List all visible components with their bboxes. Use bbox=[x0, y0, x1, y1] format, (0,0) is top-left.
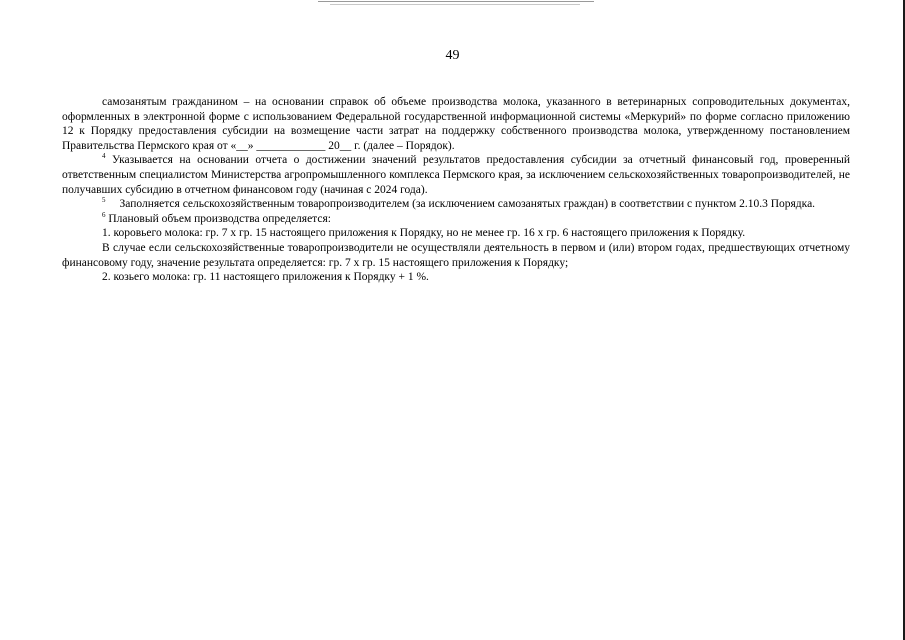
footnote-5 bbox=[62, 197, 850, 212]
paragraph-text: 2. козьего молока: гр. 11 настоящего приложения к Порядку + 1 %. bbox=[102, 271, 429, 284]
footnote-marker: 6 bbox=[102, 210, 106, 219]
paragraph-text: Заполняется сельскохозяйственным товаропроизводителем (за исключением самозанятых граждан) в соответствии с пунктом 2.10.3 Порядка. bbox=[119, 198, 816, 211]
paragraph-text: Плановый объем производства определяется: bbox=[108, 212, 331, 225]
footnote-6 bbox=[62, 212, 850, 227]
paragraph-text: 1. коровьего молока: гр. 7 х гр. 15 настоящего приложения к Порядку, но не менее гр. 16 х гр. 6 настоящего приложения к Порядку. bbox=[102, 227, 746, 240]
footnote-marker: 5 bbox=[102, 196, 106, 205]
paragraph-text: В случае если сельскохозяйственные товаропроизводители не осуществляли деятельность в первом и (или) втором годах, предшествующих отчетному финансовому году, значение результата определяется: гр. 7 х гр. 15 настоящего приложения к Порядку; bbox=[62, 241, 850, 269]
footnote-continuation bbox=[62, 95, 850, 153]
scan-top-rule-secondary bbox=[330, 4, 580, 5]
formula-cow-milk bbox=[62, 226, 850, 241]
paragraph-text: Указывается на основании отчета о достижении значений результатов предоставления субсидии за отчетный финансовый год, проверенный ответственным специалистом Министерства агропромышленного комплекса Пермского края, за исключением сельскохозяйственных товаропроизводителей, не получавших субсидию в отчетном финансовом году (начиная с 2024 года). bbox=[62, 154, 850, 196]
footnotes-block bbox=[62, 95, 850, 285]
scan-top-rule bbox=[318, 1, 594, 2]
footnote-4 bbox=[62, 153, 850, 197]
formula-goat-milk bbox=[62, 270, 850, 285]
formula-exception bbox=[62, 241, 850, 270]
page-number: 49 bbox=[445, 48, 460, 63]
paragraph-text: самозанятым гражданином – на основании справок об объеме производства молока, указанного в ветеринарных сопроводительных документах, оформленных в электронной форме с использованием Федеральной государственной информационной системы «Меркурий» по форме согласно приложению 12 к Порядку предоставления субсидии на возмещение части затрат на поддержку собственного производства молока, утвержденному постановлением Правительства Пермского края от «__» ____________ 20__ г. (далее – Порядок). bbox=[62, 96, 850, 152]
footnote-marker: 4 bbox=[102, 152, 106, 161]
